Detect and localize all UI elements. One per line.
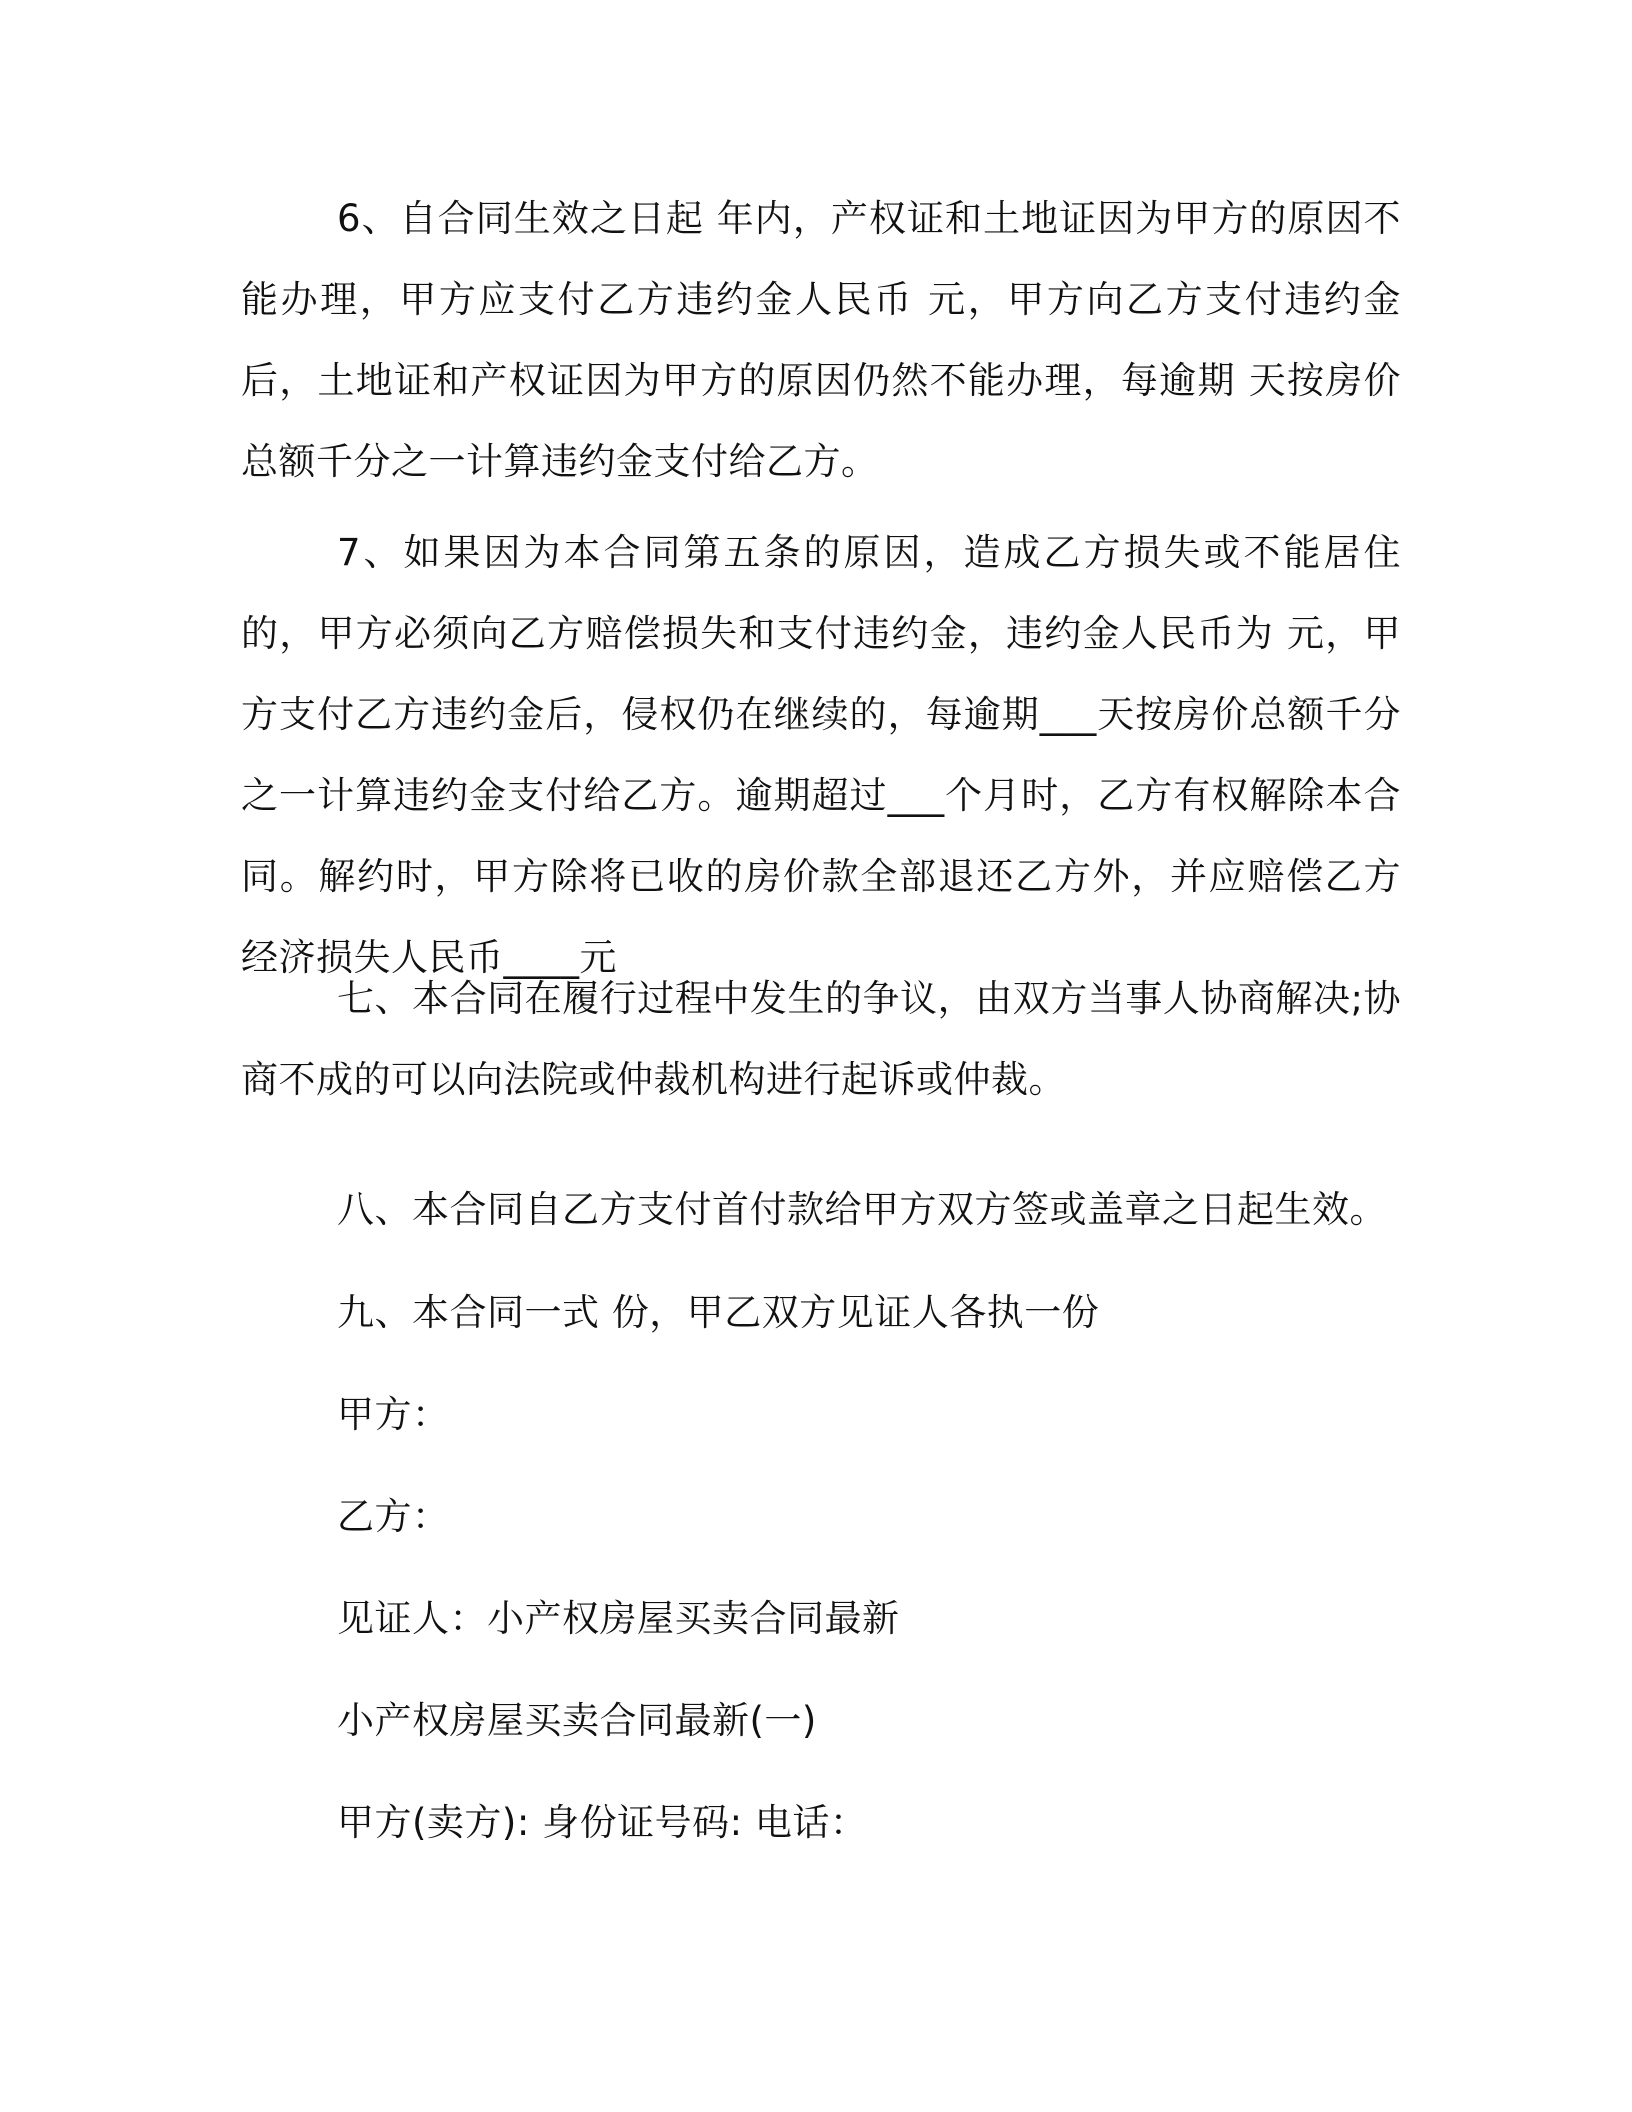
- clause-7-paragraph: 7、如果因为本合同第五条的原因，造成乙方损失或不能居住的，甲方必须向乙方赔偿损失和支付违约金，违约金人民币为 元，甲方支付乙方违约金后，侵权仍在继续的，每逾期___天按房价总额千分之一计算违约金支付给乙方。逾期超过___个月时，乙方有权解除本合同。解约时，甲方除将已收的房价款全部退还乙方外，并应赔偿乙方经济损失人民币____元: [241, 531, 1401, 979]
- article-8-paragraph: 八、本合同自乙方支付首付款给甲方双方签或盖章之日起生效。: [337, 1188, 1387, 1231]
- next-contract-title: 小产权房屋买卖合同最新(一): [337, 1699, 817, 1742]
- seller-info-line: 甲方(卖方): 身份证号码: 电话：: [337, 1801, 868, 1844]
- party-b-label: 乙方：: [337, 1495, 450, 1538]
- party-a-label: 甲方：: [337, 1393, 450, 1436]
- article-7-paragraph: 七、本合同在履行过程中发生的争议，由双方当事人协商解决;协商不成的可以向法院或仲裁机构进行起诉或仲裁。: [241, 977, 1401, 1101]
- article-9-paragraph: 九、本合同一式 份，甲乙双方见证人各执一份: [337, 1291, 1100, 1334]
- witness-label: 见证人：小产权房屋买卖合同最新: [337, 1597, 900, 1640]
- clause-6-paragraph: 6、自合同生效之日起 年内，产权证和土地证因为甲方的原因不能办理，甲方应支付乙方违约金人民币 元，甲方向乙方支付违约金后，土地证和产权证因为甲方的原因仍然不能办理，每逾期 天按房价总额千分之一计算违约金支付给乙方。: [241, 197, 1401, 483]
